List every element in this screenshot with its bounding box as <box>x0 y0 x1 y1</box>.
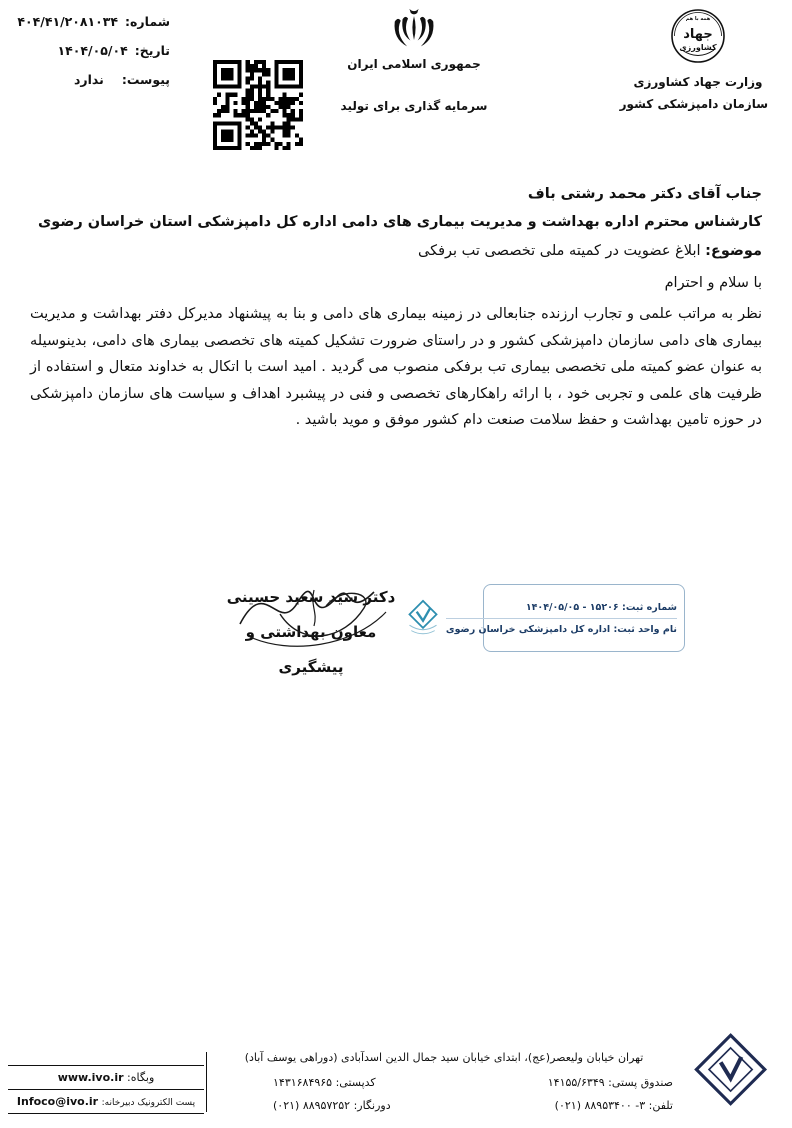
iran-emblem-icon <box>392 6 436 52</box>
fax-label: دورنگار: <box>353 1099 391 1112</box>
website-value: www.ivo.ir <box>57 1071 124 1084</box>
letter-number-value: ۴۰۴/۴۱/۲۰۸۱۰۳۴ <box>17 14 119 29</box>
letter-date-value: ۱۴۰۴/۰۵/۰۴ <box>57 43 128 58</box>
republic-title: جمهوری اسلامی ایران <box>347 57 481 71</box>
email-value: Infoco@ivo.ir <box>16 1095 99 1108</box>
phone <box>555 1099 673 1112</box>
postal-code <box>273 1076 376 1089</box>
subject-label: موضوع: <box>705 243 762 259</box>
footer-phone-row <box>215 1099 673 1112</box>
website-row <box>8 1065 204 1090</box>
ivo-stamp-icon <box>405 590 441 646</box>
registration-number-line: شماره ثبت: ۱۵۲۰۶ - ۱۴۰۴/۰۵/۰۵ <box>446 602 677 619</box>
jahad-keshavarzi-logo-icon <box>670 8 726 64</box>
footer-contact-block <box>215 1051 673 1112</box>
subject-line <box>30 243 762 259</box>
subject-value: ابلاغ عضویت در کمیته ملی تخصصی تب برفکی <box>418 243 701 259</box>
postal-code-value: ۱۴۳۱۶۸۴۹۶۵ <box>273 1076 333 1089</box>
postal-code-label: کدپستی: <box>335 1076 376 1089</box>
signature-title: معاون بهداشتی و پیشگیری <box>245 623 377 676</box>
signature-block <box>226 580 396 685</box>
letter-number-row <box>17 14 170 29</box>
letter-meta-block <box>17 14 170 101</box>
footer-postal-row <box>215 1076 673 1089</box>
po-box-label: صندوق پستی: <box>608 1076 673 1089</box>
email-label: پست الکترونیک دبیرخانه: <box>101 1098 196 1108</box>
salutation: با سلام و احترام <box>664 275 762 291</box>
production-slogan: سرمایه گذاری برای تولید <box>340 99 488 113</box>
letterhead-national-block <box>314 6 514 113</box>
letter-number-label: شماره: <box>125 14 170 29</box>
registration-lines <box>446 590 677 646</box>
jahad-logo-main-text: جهاد <box>683 27 713 42</box>
po-box <box>548 1076 673 1089</box>
ministry-name: وزارت جهاد کشاورزی <box>633 75 763 89</box>
qr-code <box>213 60 303 150</box>
registration-unit-line: نام واحد ثبت: اداره کل دامپزشکی خراسان رضوی <box>445 623 677 635</box>
po-box-value: ۱۴۱۵۵/۶۳۴۹ <box>547 1076 605 1089</box>
ivo-logo-caption <box>682 1028 688 1031</box>
svg-text:سازمان دامپزشکی کشور <box>682 1028 688 1031</box>
jahad-logo-top-text: همه با هم <box>685 16 711 22</box>
attachment-row <box>28 72 170 87</box>
letter-body <box>30 186 762 434</box>
attachment-value: ندارد <box>74 72 104 87</box>
letter-date-label: تاریخ: <box>134 43 170 58</box>
footer-address: تهران خیابان ولیعصر(عج)، ابتدای خیابان سید جمال الدین اسدآبادی (دوراهی یوسف آباد) <box>244 1051 644 1064</box>
organization-name: سازمان دامپزشکی کشور <box>619 97 768 111</box>
body-paragraph: نظر به مراتب علمی و تجارب ارزنده جنابعالی در زمینه بیماری های دامی و بنا به پیشنهاد مدیرکل دفتر بهداشت و مدیریت بیماری های دامی سازمان دامپزشکی کشور و در راستای ضرورت تشکیل کمیته های تخصصی بیماری های دامی، بدینوسیله به عنوان عضو کمیته ملی تخصصی بیماری تب برفکی منصوب می گردید . امید است با اتکال به خداوند متعال و استفاده از ظرفیت های علمی و تجربی خود ، با ارائه راهکارهای تخصصی و فنی در پیشبرد اهداف و سیاست های سازمان دامپزشکی در حوزه تامین بهداشت و حفظ سلامت صنعت دام کشور موفق و موید باشید . <box>30 306 762 428</box>
footer-vertical-divider <box>206 1052 207 1112</box>
signature-name: دکتر سید سعید حسینی <box>226 588 396 606</box>
fax <box>273 1099 391 1112</box>
letter-date-row <box>28 43 170 58</box>
recipient-name: جناب آقای دکتر محمد رشتی باف <box>527 186 762 202</box>
phone-value: ۳- ۸۸۹۵۳۴۰۰ (۰۲۱) <box>554 1099 646 1112</box>
letterhead-ministry-block <box>619 8 768 111</box>
attachment-label: پیوست: <box>121 72 170 87</box>
phone-label: تلفن: <box>648 1099 673 1112</box>
qr-code-canvas <box>213 60 303 150</box>
ivo-logo-icon <box>682 1028 772 1120</box>
recipient-title: کارشناس محترم اداره بهداشت و مدیریت بیماری های دامی اداره کل دامپزشکی استان خراسان رضوی <box>37 214 762 230</box>
jahad-logo-sub-text: کشاورزی <box>679 43 717 52</box>
website-label: وبگاه: <box>127 1071 155 1084</box>
footer-online-block <box>8 1065 204 1114</box>
registration-stamp-box <box>445 584 685 652</box>
fax-value: ۸۸۹۵۷۲۵۲ (۰۲۱) <box>273 1099 351 1112</box>
email-row <box>8 1090 204 1114</box>
